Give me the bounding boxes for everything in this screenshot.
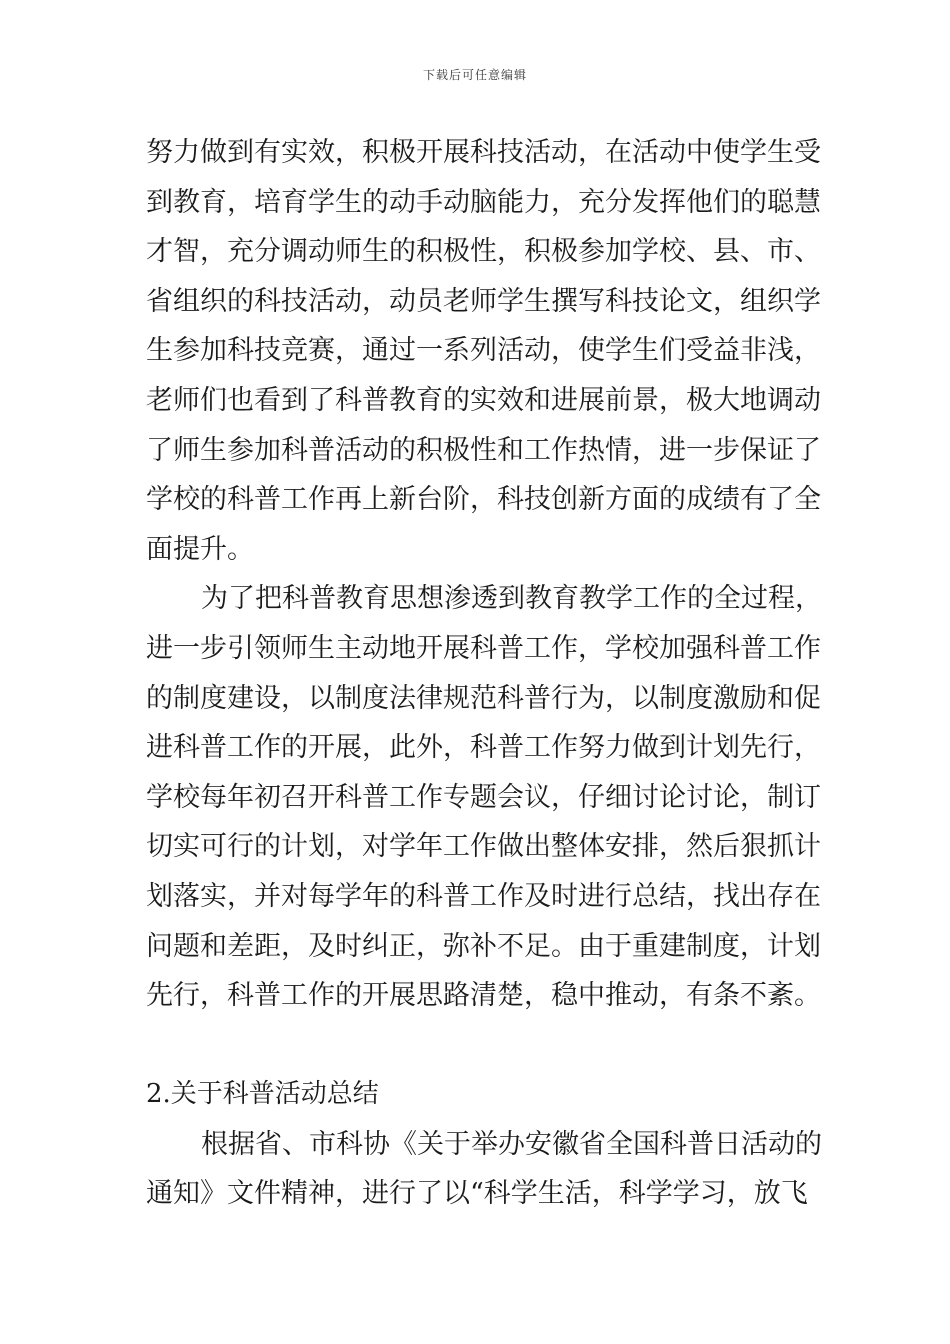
text-line: 为了把科普教育思想渗透到教育教学工作的全过程，: [201, 583, 822, 615]
text-line: 划落实，并对每学年的科普工作及时进行总结，找出存在: [146, 880, 821, 912]
paragraph: [146, 574, 822, 1020]
text-line: 进一步引领师生主动地开展科普工作，学校加强科普工作: [146, 632, 821, 664]
text-line: 学校的科普工作再上新台阶，科技创新方面的成绩有了全: [146, 484, 821, 516]
text-line: 到教育，培育学生的动手动脑能力，充分发挥他们的聪慧: [146, 186, 821, 218]
text-line: 努力做到有实效，积极开展科技活动，在活动中使学生受: [146, 137, 821, 168]
text-line: 进科普工作的开展，此外，科普工作努力做到计划先行，: [146, 732, 821, 764]
paragraph: [146, 1120, 822, 1219]
text-line: 老师们也看到了科普教育的实效和进展前景，极大地调动: [146, 384, 821, 416]
text-line: 切实可行的计划，对学年工作做出整体安排，然后狠抓计: [146, 831, 821, 863]
text-line: 学校每年初召开科普工作专题会议，仔细讨论讨论，制订: [146, 781, 821, 813]
paragraph-spacer: [146, 1021, 806, 1071]
text-line: 省组织的科技活动，动员老师学生撰写科技论文，组织学: [146, 285, 821, 317]
text-line: 通知》文件精神，进行了以“科学生活，科学学习，放飞: [146, 1178, 808, 1210]
text-line: 了师生参加科普活动的积极性和工作热情，进一步保证了: [146, 434, 821, 466]
text-line: 生参加科技竞赛，通过一系列活动，使学生们受益非浅，: [146, 335, 821, 367]
section-heading: 2.关于科普活动总结: [146, 1079, 379, 1110]
document-body: [146, 128, 822, 1219]
text-line: 才智，充分调动师生的积极性，积极参加学校、县、市、: [146, 236, 821, 268]
text-line: 面提升。: [146, 533, 254, 565]
paragraph: [146, 128, 821, 574]
page-header: 下载后可任意编辑: [422, 68, 527, 82]
text-line: 的制度建设，以制度法律规范科普行为，以制度激励和促: [146, 682, 821, 714]
text-line: 问题和差距，及时纠正，弥补不足。由于重建制度，计划: [146, 930, 821, 962]
text-line: 根据省、市科协《关于举办安徽省全国科普日活动的: [201, 1128, 822, 1160]
text-line: 先行，科普工作的开展思路清楚，稳中推动，有条不紊。: [146, 980, 821, 1012]
